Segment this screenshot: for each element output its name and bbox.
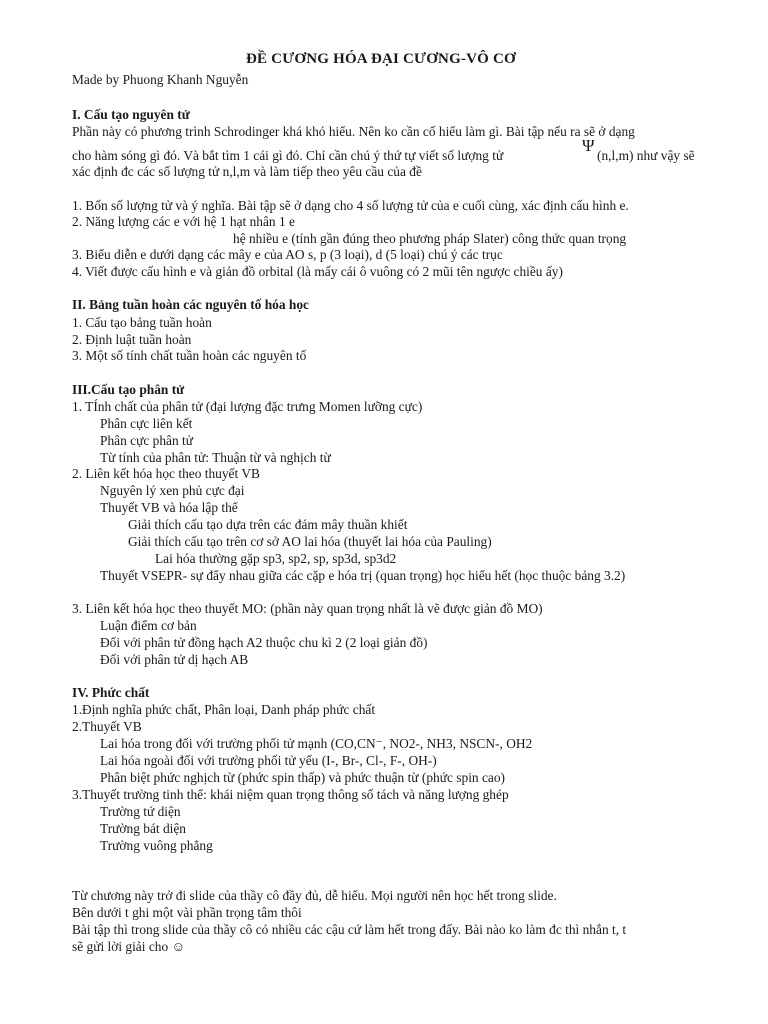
psi-symbol: Ψ [582, 136, 595, 155]
section-4-item-2: 2.Thuyết VB [72, 719, 142, 734]
section-2-item-2: 2. Định luật tuần hoàn [72, 332, 192, 347]
section-3-item-2b3: Lai hóa thường gặp sp3, sp2, sp, sp3d, sp3d2 [155, 551, 397, 566]
section-1-intro-line-2a: cho hàm sóng gì đó. Và bắt tìm 1 cái gì đó. Chỉ cần chú ý thứ tự viết số lượng tử [72, 148, 504, 163]
section-1-item-2-cont: hệ nhiều e (tính gần đúng theo phương pháp Slater) công thức quan trọng [233, 231, 627, 246]
closing-line-2: Bên dưới t ghi một vài phần trọng tâm thôi [72, 905, 302, 920]
section-4-item-3: 3.Thuyết trường tinh thể: khái niệm quan trọng thông số tách và năng lượng ghép [72, 787, 509, 802]
section-3-item-2c: Thuyết VSEPR- sự đẩy nhau giữa các cặp e hóa trị (quan trọng) học hiểu hết (học thuộc bảng 3.2) [100, 568, 626, 583]
section-3-item-2b1: Giải thích cấu tạo dựa trên các đám mây thuần khiết [128, 517, 408, 532]
section-3-item-2b2: Giải thích cấu tạo trên cơ sở AO lai hóa (thuyết lai hóa của Pauling) [128, 534, 492, 549]
section-3-item-1: 1. TÍnh chất của phân tử (đại lượng đặc trưng Momen lưỡng cực) [72, 399, 423, 414]
section-1-item-2: 2. Năng lượng các e với hệ 1 hạt nhân 1 e [72, 214, 295, 229]
section-3-item-1b: Phân cực phân tử [100, 433, 193, 448]
section-1-item-4: 4. Viết được cấu hình e và giản đồ orbital (là mấy cái ô vuông có 2 mũi tên ngược chiều ấy) [72, 264, 563, 279]
section-1-item-1: 1. Bốn số lượng tử và ý nghĩa. Bài tập sẽ ở dạng cho 4 số lượng tử của e cuối cùng, xác định cấu hình e. [72, 198, 629, 213]
section-2-item-3: 3. Một số tính chất tuần hoàn các nguyên tố [72, 348, 307, 363]
section-4-item-1: 1.Định nghĩa phức chất, Phân loại, Danh pháp phức chất [72, 702, 376, 717]
section-4-item-2b: Lai hóa ngoài đối với trường phối tử yếu (I-, Br-, Cl-, F-, OH-) [100, 753, 437, 768]
section-1-intro-line-3: xác định đc các số lượng tử n,l,m và làm tiếp theo yêu cầu của đề [72, 164, 422, 179]
closing-line-3: Bài tập thì trong slide của thầy cô có nhiều các cậu cứ làm hết trong đấy. Bài nào ko làm đc thì nhắn t, t [72, 922, 627, 937]
section-2-heading: II. Bảng tuần hoàn các nguyên tố hóa học [72, 297, 309, 312]
section-4-item-2c: Phân biệt phức nghịch từ (phức spin thấp) và phức thuận từ (phức spin cao) [100, 770, 506, 785]
section-1-intro-line-2b: (n,l,m) như vậy sẽ [597, 148, 695, 163]
section-3-item-2b: Thuyết VB và hóa lập thể [100, 500, 238, 515]
section-3-item-1a: Phân cực liên kết [100, 416, 193, 431]
section-3-item-2a: Nguyên lý xen phủ cực đại [100, 483, 245, 498]
section-3-item-3b: Đối với phân tử đồng hạch A2 thuộc chu kì 2 (2 loại giản đồ) [100, 635, 428, 650]
author-line: Made by Phuong Khanh Nguyễn [72, 72, 249, 87]
section-1-item-3: 3. Biểu diễn e dưới dạng các mây e của AO s, p (3 loại), d (5 loại) chú ý các trục [72, 247, 503, 262]
section-3-item-3a: Luận điểm cơ bản [100, 618, 197, 633]
section-4-heading: IV. Phức chất [72, 685, 150, 700]
section-1-heading: I. Cấu tạo nguyên tử [72, 107, 190, 122]
section-3-item-3c: Đối với phân tử dị hạch AB [100, 652, 249, 667]
section-3-item-3: 3. Liên kết hóa học theo thuyết MO: (phần này quan trọng nhất là vẽ được giản đồ MO) [72, 601, 543, 616]
section-3-item-1c: Từ tính của phân tử: Thuận từ và nghịch từ [100, 450, 331, 465]
doc-title: ĐỀ CƯƠNG HÓA ĐẠI CƯƠNG-VÔ CƠ [246, 51, 516, 67]
section-4-item-3b: Trường bát diện [100, 821, 187, 836]
section-2-item-1: 1. Cấu tạo bảng tuần hoàn [72, 315, 212, 330]
section-4-item-2a: Lai hóa trong đối với trường phối tử mạnh (CO,CN⁻, NO2-, NH3, NSCN-, OH2 [100, 736, 533, 751]
section-3-heading: III.Cấu tạo phân tử [72, 382, 185, 397]
section-1-intro-line-1: Phần này có phương trình Schrodinger khá khó hiểu. Nên ko cần cố hiểu làm gì. Bài tập nếu ra sẽ ở dạng [72, 124, 635, 139]
section-4-item-3c: Trường vuông phẳng [100, 838, 213, 853]
section-3-item-2: 2. Liên kết hóa học theo thuyết VB [72, 466, 260, 481]
closing-line-4: sẽ gửi lời giải cho ☺ [72, 939, 186, 954]
section-4-item-3a: Trường tứ diện [100, 804, 181, 819]
closing-line-1: Từ chương này trở đi slide của thầy cô đầy đủ, dễ hiểu. Mọi người nên học hết trong slide. [72, 888, 557, 903]
